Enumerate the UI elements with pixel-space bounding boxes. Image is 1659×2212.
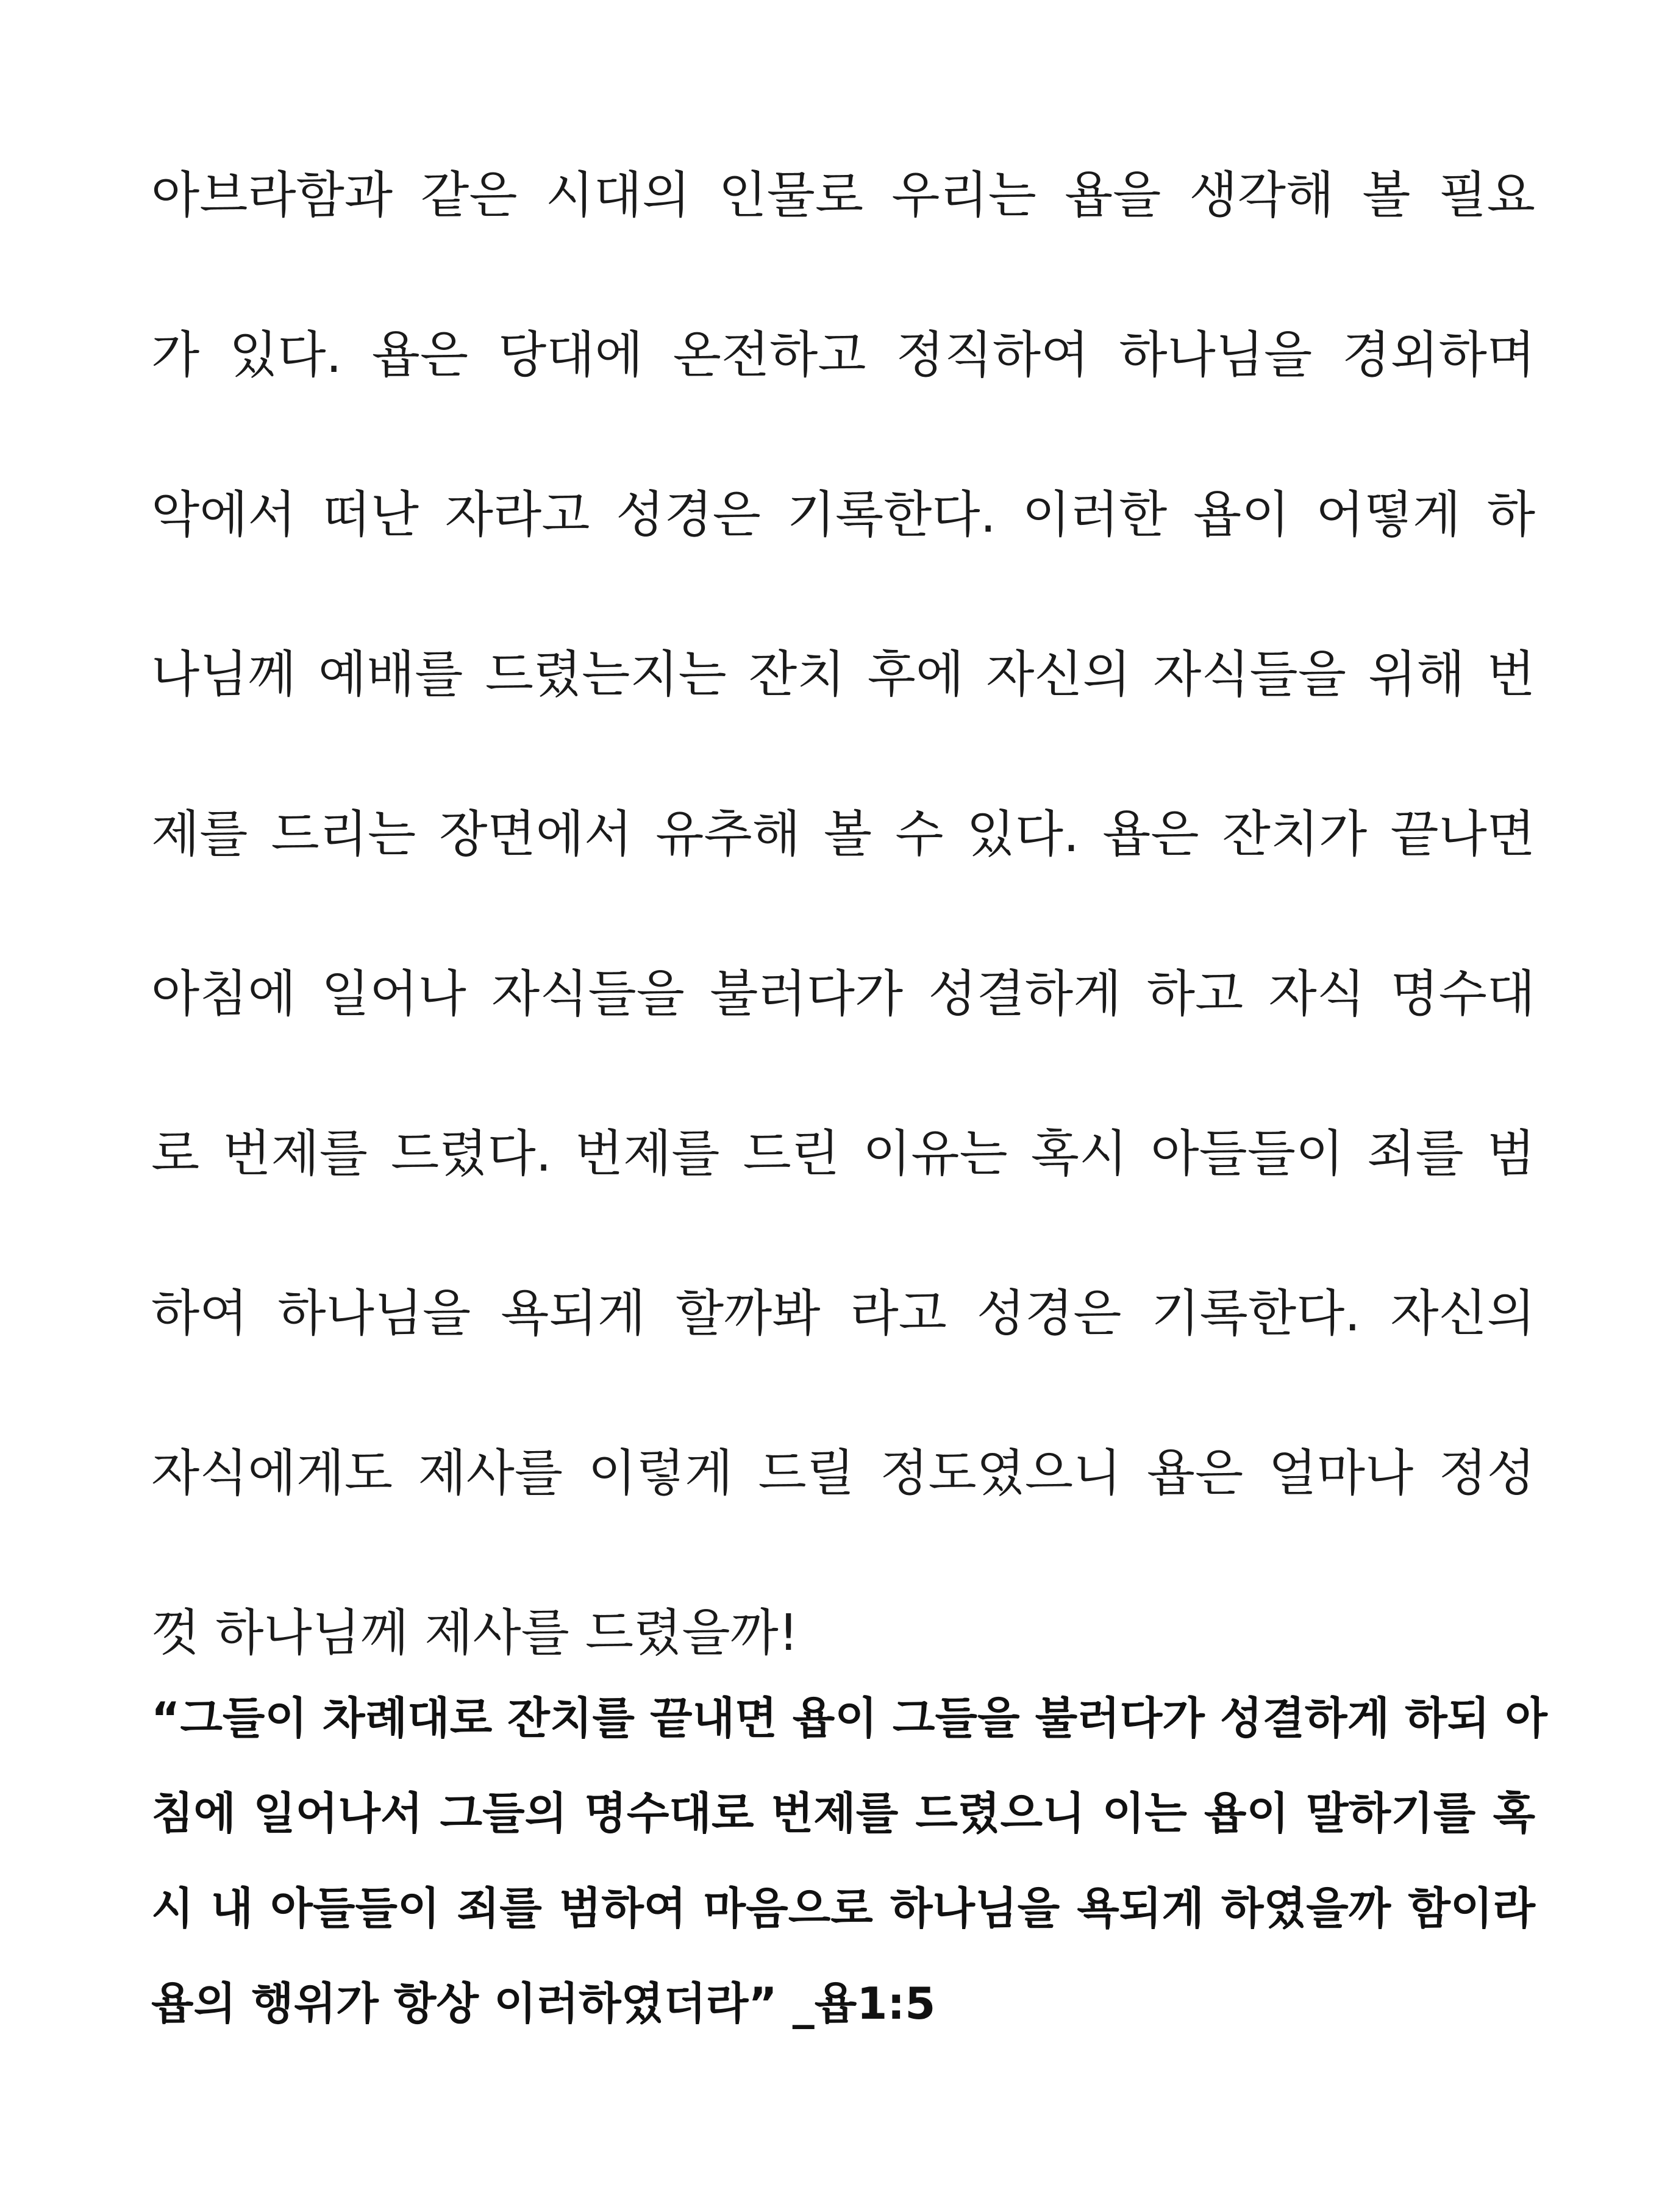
body-line: 로 번제를 드렸다. 번제를 드린 이유는 혹시 아들들이 죄를 범 bbox=[151, 1125, 1535, 1183]
body-line: 껏 하나님께 제사를 드렸을까! bbox=[151, 1604, 799, 1662]
body-line: 제를 드리는 장면에서 유추해 볼 수 있다. 욥은 잔치가 끝나면 bbox=[151, 805, 1535, 863]
body-line: 아침에 일어나 자식들을 불러다가 성결하게 하고 자식 명수대 bbox=[151, 965, 1535, 1023]
body-line: 나님께 예배를 드렸는지는 잔치 후에 자신의 자식들을 위해 번 bbox=[151, 646, 1535, 704]
body-line: 악에서 떠난 자라고 성경은 기록한다. 이러한 욥이 어떻게 하 bbox=[151, 486, 1535, 544]
body-line: 하여 하나님을 욕되게 할까봐 라고 성경은 기록한다. 자신의 bbox=[151, 1285, 1535, 1343]
quote-line: 욥의 행위가 항상 이러하였더라” _욥1:5 bbox=[151, 1978, 936, 2029]
body-paragraph bbox=[151, 116, 1535, 1713]
body-line: 가 있다. 욥은 당대에 온전하고 정직하여 하나님을 경외하며 bbox=[151, 326, 1535, 384]
quote-line: “그들이 차례대로 잔치를 끝내면 욥이 그들을 불러다가 성결하게 하되 아 bbox=[151, 1693, 1547, 1744]
quote-line: 침에 일어나서 그들의 명수대로 번제를 드렸으니 이는 욥이 말하기를 혹 bbox=[151, 1788, 1535, 1839]
scripture-quote bbox=[151, 1671, 1547, 2051]
quote-line: 시 내 아들들이 죄를 범하여 마음으로 하나님을 욕되게 하였을까 함이라 bbox=[151, 1883, 1535, 1934]
body-line: 자식에게도 제사를 이렇게 드릴 정도였으니 욥은 얼마나 정성 bbox=[151, 1444, 1535, 1502]
body-line: 아브라함과 같은 시대의 인물로 우리는 욥을 생각해 볼 필요 bbox=[151, 166, 1535, 224]
